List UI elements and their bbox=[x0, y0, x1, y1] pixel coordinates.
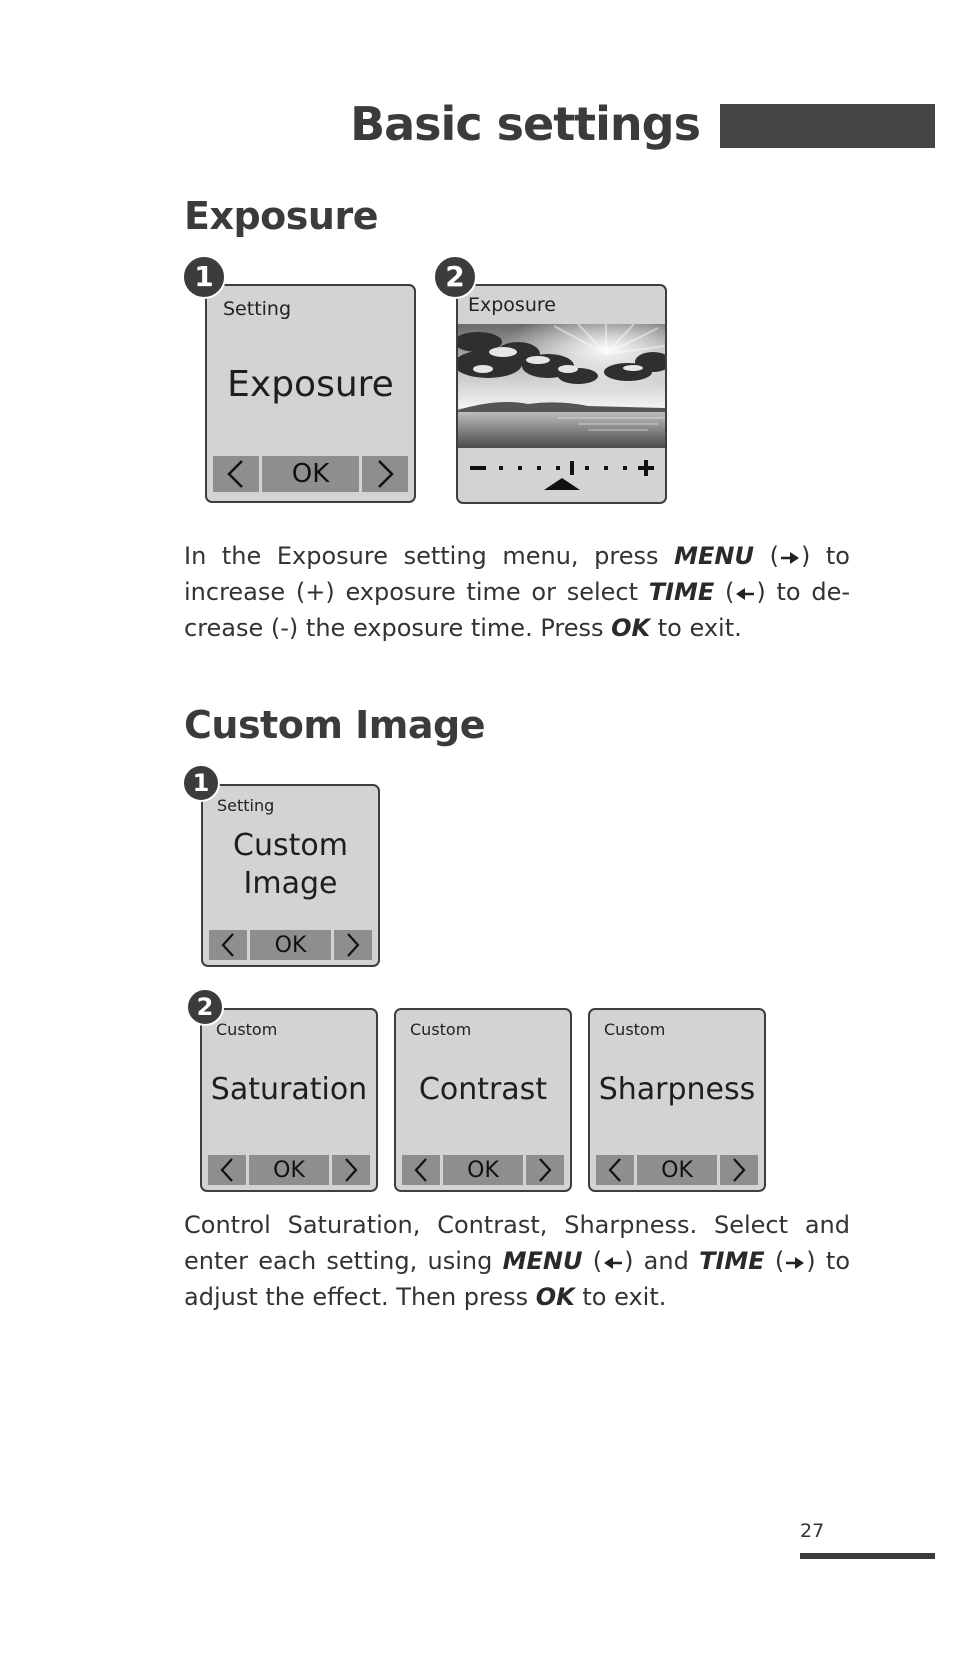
scale-dot bbox=[518, 466, 522, 470]
next-button[interactable] bbox=[332, 1155, 370, 1185]
screen-value: Exposure bbox=[227, 364, 394, 405]
chevron-left-icon bbox=[220, 932, 236, 958]
screen-value-line2: Image bbox=[243, 866, 338, 901]
screen-label: Custom bbox=[410, 1020, 472, 1039]
clouds-over-sea-photo bbox=[458, 324, 665, 448]
screen-label: Custom bbox=[604, 1020, 666, 1039]
chevron-left-icon bbox=[219, 1157, 235, 1183]
ok-button[interactable]: OK bbox=[262, 456, 359, 492]
time-key: TIME bbox=[699, 1247, 765, 1275]
chevron-left-icon bbox=[607, 1157, 623, 1183]
screen-value: Sharpness bbox=[598, 1072, 756, 1107]
page-title: Basic settings bbox=[350, 97, 700, 151]
ok-button[interactable]: OK bbox=[249, 1155, 329, 1185]
title-bar-decoration bbox=[720, 104, 935, 148]
custom-image-instructions: Control Saturation, Contrast, Sharpness. Select and enter each setting, using MENU ( ) and TIME ( ) to adjust the effect. Then press OK to exit. bbox=[184, 1211, 851, 1311]
prev-button[interactable] bbox=[213, 456, 259, 492]
arrow-left-icon bbox=[602, 1254, 624, 1272]
chevron-right-icon bbox=[731, 1157, 747, 1183]
arrow-right-icon bbox=[779, 549, 801, 567]
step-2-badge: 2 bbox=[433, 255, 477, 299]
chevron-left-icon bbox=[413, 1157, 429, 1183]
step-2-badge: 2 bbox=[186, 988, 224, 1026]
exposure-adjust-screen bbox=[456, 284, 667, 504]
chevron-right-icon bbox=[375, 459, 395, 489]
screen-label: Exposure bbox=[468, 294, 556, 316]
step-1-badge: 1 bbox=[182, 764, 220, 802]
scale-dot bbox=[537, 466, 541, 470]
screen-navbar bbox=[213, 456, 408, 492]
screen-navbar bbox=[208, 1155, 370, 1185]
minus-icon bbox=[470, 466, 486, 470]
saturation-screen bbox=[200, 1008, 378, 1192]
step-1-badge: 1 bbox=[182, 255, 226, 299]
sharpness-screen bbox=[588, 1008, 766, 1192]
chevron-right-icon bbox=[343, 1157, 359, 1183]
chevron-right-icon bbox=[345, 932, 361, 958]
exposure-setting-screen bbox=[205, 284, 416, 503]
ok-key: OK bbox=[535, 1283, 575, 1311]
next-button[interactable] bbox=[526, 1155, 564, 1185]
screen-value: Saturation bbox=[210, 1072, 368, 1107]
arrow-right-icon bbox=[784, 1254, 806, 1272]
scale-dot bbox=[623, 466, 627, 470]
screen-navbar bbox=[402, 1155, 564, 1185]
scale-dot bbox=[604, 466, 608, 470]
exposure-scale[interactable] bbox=[468, 454, 658, 494]
screen-value: Contrast bbox=[418, 1072, 548, 1107]
custom-image-setting-screen bbox=[201, 784, 380, 967]
next-button[interactable] bbox=[720, 1155, 758, 1185]
ok-button[interactable]: OK bbox=[637, 1155, 717, 1185]
ok-button[interactable]: OK bbox=[443, 1155, 523, 1185]
exposure-heading: Exposure bbox=[184, 194, 378, 238]
next-button[interactable] bbox=[362, 456, 408, 492]
exposure-indicator bbox=[544, 478, 580, 490]
menu-key: MENU bbox=[502, 1247, 583, 1275]
prev-button[interactable] bbox=[208, 1155, 246, 1185]
screen-navbar bbox=[596, 1155, 758, 1185]
scale-center-tick bbox=[570, 461, 574, 475]
page-number: 27 bbox=[800, 1520, 825, 1542]
chevron-left-icon bbox=[226, 459, 246, 489]
screen-label: Setting bbox=[217, 796, 275, 815]
prev-button[interactable] bbox=[209, 930, 247, 960]
next-button[interactable] bbox=[334, 930, 372, 960]
time-key: TIME bbox=[648, 578, 715, 606]
screen-label: Custom bbox=[216, 1020, 278, 1039]
chevron-right-icon bbox=[537, 1157, 553, 1183]
ok-button[interactable]: OK bbox=[250, 930, 331, 960]
screen-label: Setting bbox=[223, 298, 292, 320]
prev-button[interactable] bbox=[402, 1155, 440, 1185]
exposure-instructions: In the Exposure setting menu, press MENU ( ) to increase (+) exposure time or select TIME ( ) to de-crease (-) the exposure time. Press OK to exit. bbox=[184, 542, 850, 642]
scale-dot bbox=[499, 466, 503, 470]
arrow-left-icon bbox=[734, 585, 756, 603]
contrast-screen bbox=[394, 1008, 572, 1192]
menu-key: MENU bbox=[674, 542, 754, 570]
plus-icon bbox=[638, 460, 654, 476]
custom-image-heading: Custom Image bbox=[184, 703, 486, 747]
screen-navbar bbox=[209, 930, 372, 960]
prev-button[interactable] bbox=[596, 1155, 634, 1185]
scale-dot bbox=[585, 466, 589, 470]
page-number-rule bbox=[800, 1553, 935, 1559]
ok-key: OK bbox=[611, 614, 651, 642]
scale-dot bbox=[556, 466, 560, 470]
screen-value-line1: Custom bbox=[233, 828, 348, 863]
